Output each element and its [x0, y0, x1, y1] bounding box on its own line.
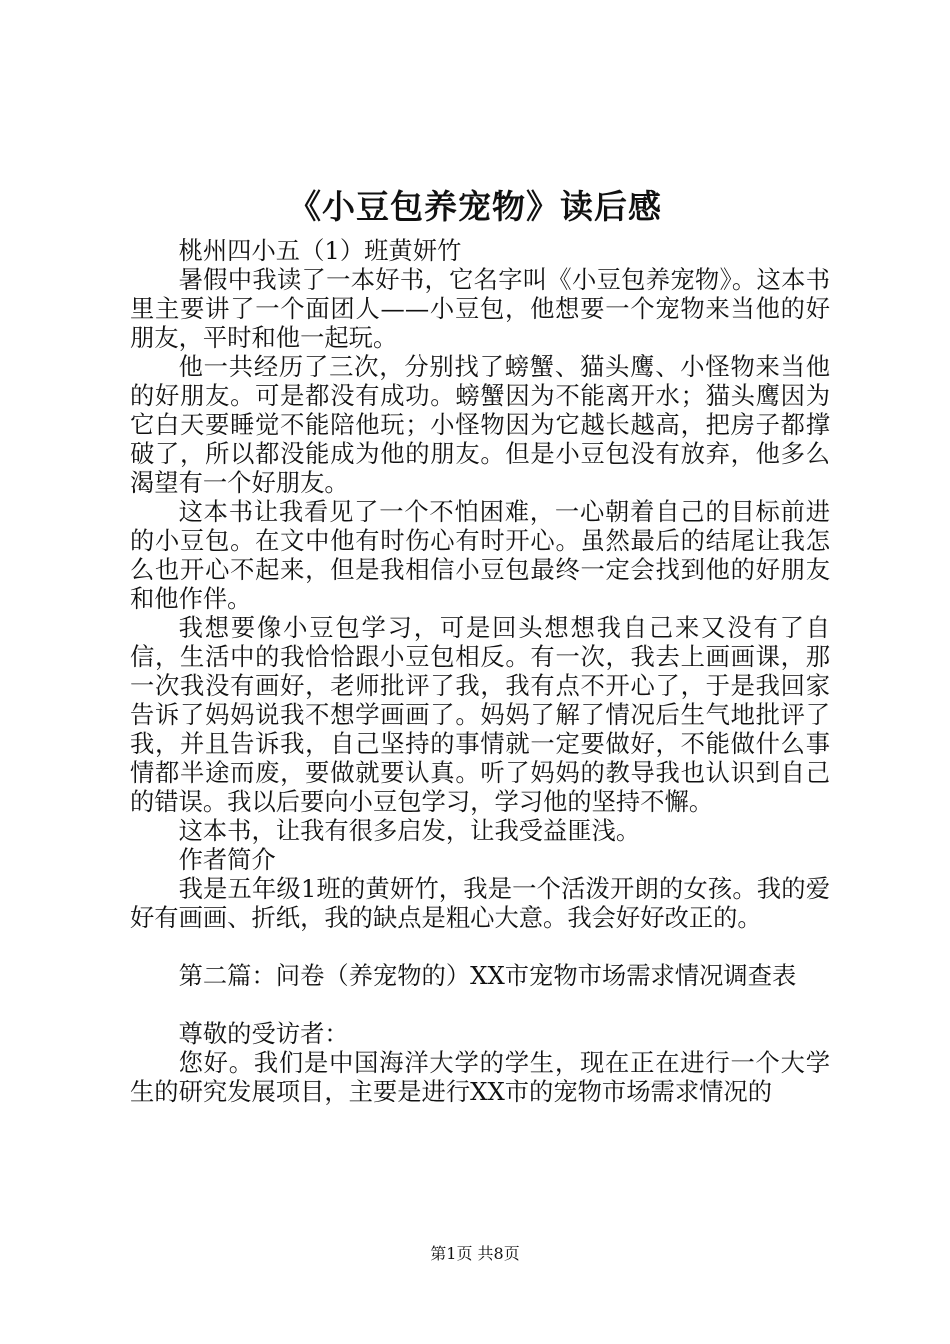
paragraph: 他一共经历了三次，分别找了螃蟹、猫头鹰、小怪物来当他的好朋友。可是都没有成功。螃蟹因为不能离开水；猫头鹰因为它白天要睡觉不能陪他玩；小怪物因为它越长越高，把房子都撑破了，所以都没能成为他的朋友。但是小豆包没有放弃，他多么渴望有一个好朋友。	[130, 352, 830, 497]
salutation: 尊敬的受访者：	[178, 1019, 349, 1048]
paragraph: 这本书让我看见了一个不怕困难，一心朝着自己的目标前进的小豆包。在文中他有时伤心有时开心。虽然最后的结尾让我怎么也开心不起来，但是我相信小豆包最终一定会找到他的好朋友和他作伴。	[130, 497, 830, 613]
paragraph: 暑假中我读了一本好书，它名字叫《小豆包养宠物》。这本书里主要讲了一个面团人——小豆包，他想要一个宠物来当他的好朋友，平时和他一起玩。	[130, 265, 830, 352]
section-label: 作者简介	[178, 845, 276, 874]
document-body	[130, 236, 830, 1106]
paragraph: 您好。我们是中国海洋大学的学生，现在正在进行一个大学生的研究发展项目，主要是进行XX市的宠物市场需求情况的	[130, 1048, 830, 1106]
paragraph: 这本书，让我有很多启发，让我受益匪浅。	[178, 816, 641, 845]
paragraph: 我想要像小豆包学习，可是回头想想我自己来又没有了自信，生活中的我恰恰跟小豆包相反。有一次，我去上画画课，那一次我没有画好，老师批评了我，我有点不开心了，于是我回家告诉了妈妈说我不想学画画了。妈妈了解了情况后生气地批评了我，并且告诉我，自己坚持的事情就一定要做好，不能做什么事情都半途而废，要做就要认真。听了妈妈的教导我也认识到自己的错误。我以后要向小豆包学习，学习他的坚持不懈。	[130, 613, 830, 816]
page-number: 第1页 共8页	[430, 1244, 520, 1263]
section-heading: 第二篇：问卷（养宠物的）XX市宠物市场需求情况调查表	[178, 961, 797, 990]
author-line: 桃州四小五（1）班黄妍竹	[178, 236, 462, 265]
document-title: 《小豆包养宠物》读后感	[288, 187, 662, 226]
paragraph: 我是五年级1班的黄妍竹，我是一个活泼开朗的女孩。我的爱好有画画、折纸，我的缺点是粗心大意。我会好好改正的。	[130, 874, 830, 932]
